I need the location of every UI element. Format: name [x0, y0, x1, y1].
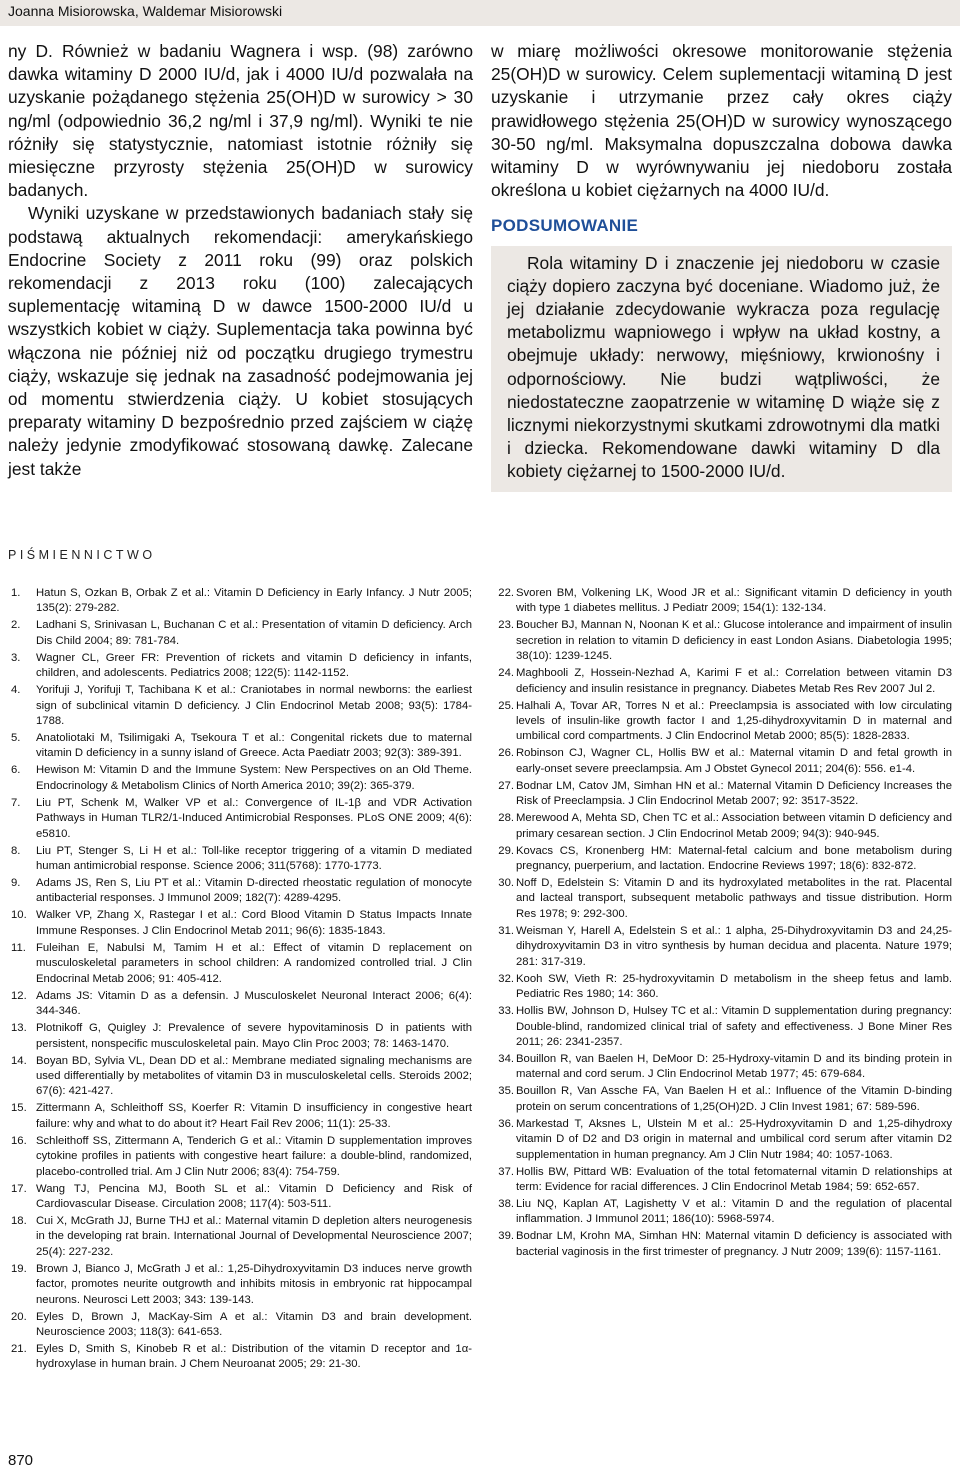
reference-number: 11. [11, 941, 26, 954]
reference-text: Eyles D, Smith S, Kinobeb R et al.: Distribution of the vitamin D receptor and 1α-hydroxylase in human brain. J Chem Neuroanat 2005; 29: 21-30. [36, 1342, 472, 1371]
reference-item [490, 876, 952, 922]
reference-number: 4. [11, 684, 21, 697]
reference-item [490, 972, 952, 1003]
reference-item [490, 1004, 952, 1050]
body-paragraph: Wyniki uzyskane w przedstawionych badaniach stały się podstawą aktualnych rekomendacji: amerykańskiego Endocrine Society z 2011 roku (99) oraz polskich rekomendacji z 2013 roku (100) zalecających suplementację witaminą D w dawce 1500-2000 IU/d u wszystkich kobiet w ciąży. Suplementacja taka powinna być włączona nie później niż od początku drugiego trymestru ciąży, wskazuje się jednak na zasadność podejmowania jej od momentu stwierdzenia ciąży. U kobiet stosujących preparaty witaminy D bezpośrednio przed zajściem w ciążę należy jedynie zmodyfikować stosowaną dawkę. Zalecane jest także [8, 203, 473, 479]
reference-number: 9. [11, 877, 21, 890]
body-column-right [491, 40, 952, 492]
reference-text: Halhali A, Tovar AR, Torres N et al.: Preeclampsia is associated with low circulating levels of insulin-like growth factor I and 1,25-dihydroxyvitamin D in maternal and umbilical cord compartments. J Clin Endocrinol Metab 2000; 85(5): 1828-2833. [516, 699, 952, 743]
reference-number: 38. [498, 1197, 514, 1210]
reference-number: 35. [498, 1085, 514, 1098]
reference-item [490, 1229, 952, 1260]
reference-number: 36. [498, 1117, 514, 1130]
reference-item [10, 1342, 472, 1373]
reference-text: Liu PT, Stenger S, Li H et al.: Toll-like receptor triggering of a vitamin D mediated human antimicrobial response. Science 2006; 311(5768): 1770-1773. [36, 844, 472, 873]
reference-number: 30. [498, 877, 514, 890]
reference-number: 33. [498, 1005, 514, 1018]
reference-number: 17. [11, 1182, 27, 1195]
reference-number: 1. [11, 587, 21, 599]
reference-number: 10. [11, 909, 27, 922]
reference-number: 16. [11, 1134, 27, 1147]
reference-item [10, 731, 472, 762]
reference-text: Liu PT, Schenk M, Walker VP et al.: Convergence of IL-1β and VDR Activation Pathways in Human TLR2/1-Induced Antimicrobial Responses. PLoS ONE 2009; 4(6): e5810. [36, 796, 472, 840]
reference-text: Adams JS: Vitamin D as a defensin. J Musculoskelet Neuronal Interact 2006; 6(4): 344-346. [36, 989, 472, 1018]
reference-item [10, 1182, 472, 1213]
reference-number: 8. [11, 844, 21, 857]
reference-item [10, 1134, 472, 1180]
reference-text: Markestad T, Aksnes L, Ulstein M et al.: 25-Hydroxyvitamin D and 1,25-dihydroxy vitamin D of D2 and D3 origin in maternal and umbilical cord serum after vitamin D2 supplementation in human pregnancy. Am J Clin Nutr 1984; 40: 1057-1063. [516, 1117, 952, 1161]
reference-number: 3. [11, 651, 21, 664]
reference-text: Bouillon R, van Baelen H, DeMoor D: 25-Hydroxy-vitamin D and its binding protein in maternal and cord serum. J Clin Endocrinol Metab 1977; 45: 679-684. [516, 1052, 952, 1081]
summary-box: Rola witaminy D i znaczenie jej niedoboru w czasie ciąży dopiero zaczyna być doceniane. Wiadomo już, że jej działanie zdecydowanie wykracza poza regulację metabolizmu wapniowego i wpływ na układ kostny, a obejmuje układy: nerwowy, mięśniowy, krwionośny i odpornościowy. Nie budzi wątpliwości, że niedostateczne zaopatrzenie w witaminę D wiąże się z licznymi niekorzystnymi skutkami zdrowotnymi dla matki i dziecka. Rekomendowane dawki witaminy D dla kobiety ciężarnej to 1500-2000 IU/d. [491, 246, 952, 492]
reference-item [10, 651, 472, 682]
reference-item [10, 683, 472, 729]
reference-item [10, 908, 472, 939]
reference-number: 24. [498, 667, 514, 680]
reference-text: Bodnar LM, Krohn MA, Simhan HN: Maternal vitamin D deficiency is associated with bacterial vaginosis in the first trimester of pregnancy. J Nutr 2009; 139(6): 1157-1161. [516, 1230, 952, 1258]
reference-item [10, 763, 472, 794]
reference-number: 22. [498, 587, 514, 599]
reference-text: Eyles D, Brown J, MacKay-Sim A et al.: Vitamin D3 and brain development. Neuroscience 2003; 118(3): 641-653. [36, 1310, 472, 1338]
reference-text: Merewood A, Mehta SD, Chen TC et al.: Association between vitamin D deficiency and primary cesarean section. J Clin Endocrinol Metab 2009; 94(3): 940-945. [516, 812, 952, 840]
reference-number: 39. [498, 1230, 514, 1243]
reference-item [490, 1197, 952, 1228]
reference-number: 31. [498, 924, 514, 937]
page-number: 870 [8, 1452, 34, 1469]
reference-number: 37. [498, 1165, 514, 1178]
reference-text: Wagner CL, Greer FR: Prevention of rickets and vitamin D deficiency in infants, children, and adolescents. Pediatrics 2008; 122(5): 1142-1152. [36, 651, 472, 680]
reference-text: Maghbooli Z, Hossein-Nezhad A, Karimi F et al.: Correlation between vitamin D3 deficiency and insulin resistance in pregnancy. Diabetes Metab Res Rev 2007 Jul 2. [516, 667, 952, 695]
reference-text: Zittermann A, Schleithoff SS, Koerfer R: Vitamin D insufficiency in congestive heart failure: why and what to do about it? Heart Fail Rev 2006; 11(1): 25-33. [36, 1102, 472, 1130]
body-paragraph: ny D. Również w badaniu Wagnera i wsp. (98) zarówno dawka witaminy D 2000 IU/d, jak i 4000 IU/d pozwalała na uzyskanie pożądanego stężenia 25(OH)D w surowicy > 30 ng/ml (odpowiednio 36,2 ng/ml i 37,9 ng/ml). Wyniki te nie różniły się statystycznie, natomiast istotnie różniły się miesięczne przyrosty stężenia 25(OH)D w surowicy badanych. [8, 41, 473, 201]
reference-item [490, 586, 952, 617]
reference-item [490, 1052, 952, 1083]
reference-item [490, 1117, 952, 1163]
reference-number: 27. [498, 779, 514, 792]
reference-number: 2. [11, 619, 21, 632]
reference-text: Brown J, Bianco J, McGrath J et al.: 1,25-Dihydroxyvitamin D3 induces nerve growth factor, promotes neurite outgrowth and inhibits mitosis in embryonic rat hippocampal neurons. Neurosci Lett 2003; 343: 139-143. [36, 1262, 472, 1306]
reference-text: Hollis BW, Pittard WB: Evaluation of the total fetomaternal vitamin D relationships at term: Evidence for racial differences. J Clin Endocrinol Metab 1984; 59: 652-657. [516, 1165, 952, 1193]
reference-item [10, 796, 472, 842]
reference-number: 19. [11, 1262, 27, 1275]
reference-text: Hewison M: Vitamin D and the Immune System: New Perspectives on an Old Theme. Endocrinology & Metabolism Clinics of North America 2010; 39(2): 365-379. [36, 764, 472, 792]
reference-number: 18. [11, 1214, 27, 1227]
reference-item [490, 924, 952, 970]
body-paragraph: w miarę możliwości okresowe monitorowanie stężenia 25(OH)D w surowicy. Celem suplementacji witaminą D jest uzyskanie i utrzymanie przez cały okres ciąży prawidłowego stężenia 25(OH)D w surowicy wynoszącego 30-50 ng/ml. Maksymalna dopuszczalna dobowa dawka witaminy D w wyrównywaniu jej niedoboru została określona u kobiet ciężarnych na 4000 IU/d. [491, 41, 952, 201]
reference-item [10, 1021, 472, 1052]
reference-text: Robinson CJ, Wagner CL, Hollis BW et al.: Maternal vitamin D and fetal growth in early-onset severe preeclampsia. Am J Obstet Gynecol 2011; 204(6): 556. e1-4. [516, 747, 952, 775]
reference-text: Svoren BM, Volkening LK, Wood JR et al.: Significant vitamin D deficiency in youth with type 1 diabetes mellitus. J Pediatr 2009; 154(1): 132-134. [516, 587, 952, 615]
reference-item [10, 1101, 472, 1132]
authors-header: Joanna Misiorowska, Waldemar Misiorowski [8, 3, 283, 19]
reference-item [490, 779, 952, 810]
reference-text: Adams JS, Ren S, Liu PT et al.: Vitamin D-directed rheostatic regulation of monocyte antibacterial responses. J Immunol 2009; 182(7): 4289-4295. [36, 877, 472, 905]
reference-text: Weisman Y, Harell A, Edelstein S et al.: 1 alpha, 25-Dihydroxyvitamin D3 and 24,25-dihydroxyvitamin D3 in vitro synthesis by human decidua and placenta. Nature 1979; 281: 317-319. [516, 924, 952, 968]
references-list-right [490, 586, 952, 1262]
reference-number: 20. [11, 1310, 27, 1323]
reference-item [10, 1054, 472, 1100]
reference-item [490, 1084, 952, 1115]
reference-item [490, 1165, 952, 1196]
reference-text: Fuleihan E, Nabulsi M, Tamim H et al.: Effect of vitamin D replacement on musculoskeletal parameters in school children: A randomized controlled trial. J Clin Endocrinal Metab 2006; 91: 405-412. [36, 941, 472, 985]
reference-number: 32. [498, 972, 514, 985]
reference-number: 26. [498, 747, 514, 760]
reference-item [10, 586, 472, 617]
reference-text: Schleithoff SS, Zittermann A, Tenderich G et al.: Vitamin D supplementation improves cytokine profiles in patients with congestive heart failure: a double-blind, randomized, placebo-controlled trial. Am J Clin Nutr 2006; 83(4): 754-759. [36, 1134, 472, 1178]
reference-number: 23. [498, 619, 514, 632]
reference-number: 6. [11, 764, 21, 777]
reference-text: Cui X, McGrath JJ, Burne THJ et al.: Maternal vitamin D depletion alters neurogenesis in the developing rat brain. International Journal of Developmental Neuroscience 2007; 25(4): 227-232. [36, 1214, 472, 1258]
reference-text: Walker VP, Zhang X, Rastegar I et al.: Cord Blood Vitamin D Status Impacts Innate Immune Responses. J Clin Endocrinol Metab 2011; 96(6): 1835-1843. [36, 909, 472, 937]
body-column-left [8, 40, 473, 481]
reference-item [10, 1310, 472, 1341]
reference-text: Bodnar LM, Catov JM, Simhan HN et al.: Maternal Vitamin D Deficiency Increases the Risk of Preeclampsia. J Clin Endocrinol Metab 2007; 92: 3517-3522. [516, 779, 952, 808]
reference-item [10, 1262, 472, 1308]
reference-number: 21. [11, 1342, 27, 1355]
reference-text: Noff D, Edelstein S: Vitamin D and its hydroxylated metabolites in the rat. Placental and lacteal transport, subsequent metabolic pathways and tissue distribution. Horm Res 1978; 9: 292-300. [516, 877, 952, 920]
reference-item [490, 618, 952, 664]
reference-number: 12. [11, 989, 27, 1002]
reference-number: 13. [11, 1022, 27, 1035]
reference-number: 28. [498, 812, 514, 825]
reference-text: Boucher BJ, Mannan N, Noonan K et al.: Glucose intolerance and impairment of insulin secretion in relation to vitamin D deficiency in east London Asians. Diabetologia 1995; 38(10): 1239-1245. [516, 619, 952, 663]
reference-item [10, 844, 472, 875]
reference-text: Liu NQ, Kaplan AT, Lagishetty V et al.: Vitamin D and the regulation of placental inflammation. J Immunol 2011; 186(10): 5968-5974. [516, 1197, 952, 1226]
reference-text: Kovacs CS, Kronenberg HM: Maternal-fetal calcium and bone metabolism during pregnancy, puerperium, and lactation. Endocrine Reviews 1997; 18(6): 832-872. [516, 844, 952, 873]
reference-item [490, 844, 952, 875]
reference-text: Wang TJ, Pencina MJ, Booth SL et al.: Vitamin D Deficiency and Risk of Cardiovascular Disease. Circulation 2008; 117(4): 503-511. [36, 1182, 472, 1210]
references-list-left [10, 586, 472, 1374]
reference-number: 29. [498, 844, 514, 857]
reference-number: 25. [498, 699, 514, 712]
references-heading: PIŚMIENNICTWO [8, 548, 156, 562]
reference-text: Plotnikoff G, Quigley J: Prevalence of severe hypovitaminosis D in patients with persistent, nonspecific musculoskeletal pain. Mayo Clin Proc 2003; 78: 1463-1470. [36, 1022, 472, 1050]
reference-text: Kooh SW, Vieth R: 25-hydroxyvitamin D metabolism in the sheep fetus and lamb. Pediatric Res 1980; 14: 360. [516, 972, 952, 1001]
reference-item [490, 666, 952, 697]
reference-number: 7. [11, 796, 21, 809]
reference-item [490, 746, 952, 777]
reference-item [10, 618, 472, 649]
reference-item [10, 1214, 472, 1260]
reference-item [10, 941, 472, 987]
reference-item [10, 876, 472, 907]
reference-text: Hatun S, Ozkan B, Orbak Z et al.: Vitamin D Deficiency in Early Infancy. J Nutr 2005; 135(2): 279-282. [36, 587, 472, 615]
reference-item [10, 989, 472, 1020]
summary-heading: PODSUMOWANIE [491, 216, 639, 236]
reference-number: 15. [11, 1102, 27, 1115]
reference-text: Hollis BW, Johnson D, Hulsey TC et al.: Vitamin D supplementation during pregnancy: Double-blind, randomized clinical trial of safety and effectiveness. J Bone Miner Res 2011; 26: 2341-2357. [516, 1005, 952, 1048]
reference-number: 14. [11, 1054, 27, 1067]
reference-text: Ladhani S, Srinivasan L, Buchanan C et al.: Presentation of vitamin D deficiency. Arch Dis Child 2004; 89: 781-784. [36, 619, 472, 647]
reference-item [490, 699, 952, 745]
reference-text: Yorifuji J, Yorifuji T, Tachibana K et al.: Craniotabes in normal newborns: the earliest sign of subclinical vitamin D deficiency. J Clin Endocrinol Metab 2008; 93(5): 1784-1788. [36, 684, 472, 728]
reference-text: Bouillon R, Van Assche FA, Van Baelen H et al.: Influence of the Vitamin D-binding protein on serum concentrations of 1,25(OH)2D. J Clin Invest 1981; 67: 589-596. [516, 1085, 952, 1113]
running-head [0, 0, 960, 26]
reference-text: Anatoliotaki M, Tsilimigaki A, Tsekoura T et al.: Congenital rickets due to maternal vitamin D deficiency in a sunny island of Greece. Acta Paediatr 2003; 92(3): 389-391. [36, 732, 472, 760]
reference-item [490, 811, 952, 842]
reference-number: 34. [498, 1052, 514, 1065]
reference-text: Boyan BD, Sylvia VL, Dean DD et al.: Membrane mediated signaling mechanisms are used differentially by metabolites of vitamin D3 in musculoskeletal cells. Steroids 2002; 67(6): 421-427. [36, 1054, 472, 1098]
reference-number: 5. [11, 732, 21, 745]
